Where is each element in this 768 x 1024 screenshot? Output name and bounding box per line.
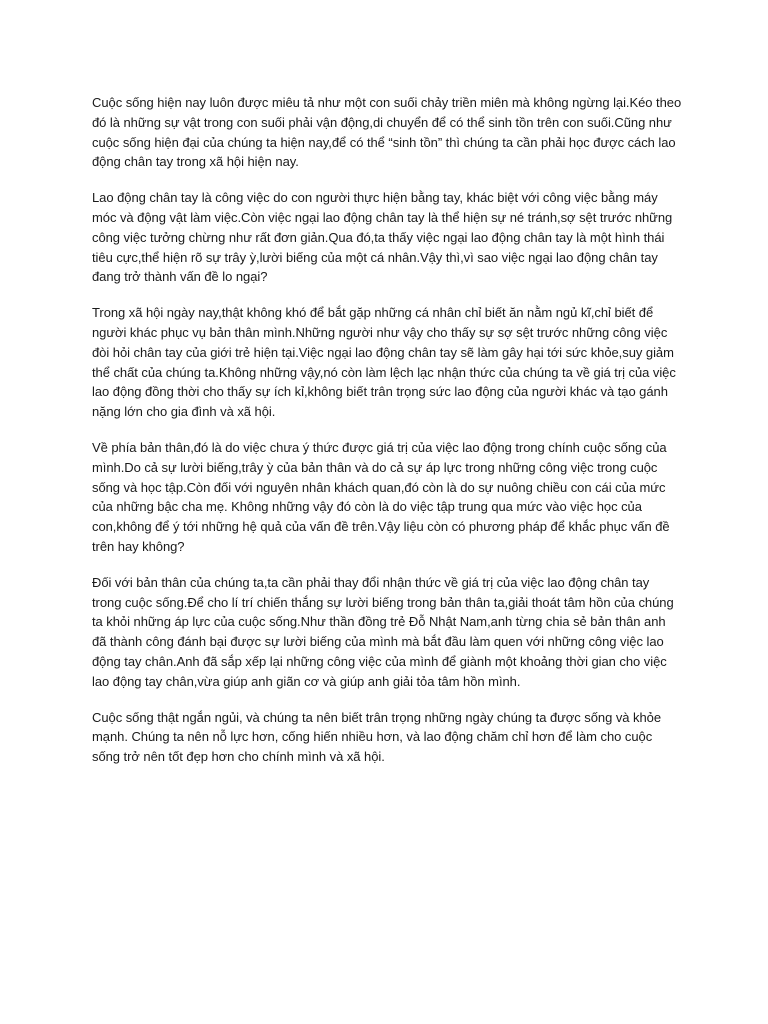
paragraph-6: Cuộc sống thật ngắn ngủi, và chúng ta nên biết trân trọng những ngày chúng ta được sống và khỏe mạnh. Chúng ta nên nỗ lực hơn, cống hiến nhiều hơn, và lao động chăm chỉ hơn để làm cho cuộc sống trở nên tốt đẹp hơn cho chính mình và xã hội. [92,709,662,765]
paragraph-3: Trong xã hội ngày nay,thật không khó để bắt gặp những cá nhân chỉ biết ăn nằm ngủ kĩ,chỉ biết để người khác phục vụ bản thân mình.Những người như vậy cho thấy sự sợ sệt trước những công việc đòi hỏi chân tay của giới trẻ hiện tại.Việc ngại lao động chân tay sẽ làm gây hại tới sức khỏe,suy giảm thể chất của chúng ta.Không những vậy,nó còn làm lệch lạc nhận thức của chúng ta về giá trị của việc lao động đồng thời cho thấy sự ích kỉ,không biết trân trọng sức lao động của người khác và tạo gánh nặng lớn cho gia đình và xã hội. [92,305,676,420]
paragraph-5: Đối với bản thân của chúng ta,ta cần phải thay đổi nhận thức về giá trị của việc lao động chân tay trong cuộc sống.Để cho lí trí chiến thắng sự lười biếng trong bản thân ta,giải thoát tâm hồn của chúng ta khỏi những áp lực của cuộc sống.Như thần đồng trẻ Đỗ Nhật Nam,anh từng chia sẻ bản thân anh đã thành công đánh bại được sự lười biếng của mình mà bắt đầu làm quen với những công việc lao động tay chân.Anh đã sắp xếp lại những công việc của mình để giành một khoảng thời gian cho việc lao động tay chân,vừa giúp anh giãn cơ và giúp anh giải tỏa tâm hồn mình. [92,574,674,689]
paragraph-4: Về phía bản thân,đó là do việc chưa ý thức được giá trị của việc lao động trong chính cuộc sống của mình.Do cả sự lười biếng,trây ỳ của bản thân và do cả sự áp lực trong những công việc trong cuộc sống và học tập.Còn đối với nguyên nhân khách quan,đó còn là do sự nuông chiều con cái của mức của những bậc cha mẹ. Không những vậy đó còn là do việc tập trung qua mức vào việc học của con,không để ý tới những hệ quả của vấn đề trên.Vậy liệu còn có phương pháp để khắc phục vấn đề trên hay không? [92,439,670,554]
paragraph-1: Cuộc sống hiện nay luôn được miêu tả như một con suối chảy triền miên mà không ngừng lại.Kéo theo đó là những sự vật trong con suối phải vận động,di chuyển để có thể sinh tồn trên con suối.Cũng như cuộc sống hiện đại của chúng ta hiện nay,để có thể “sinh tồn” thì chúng ta cần phải học được cách lao động chân tay trong xã hội hiện nay. [92,95,682,170]
document-body [92,93,682,783]
paragraph-2: Lao động chân tay là công việc do con người thực hiện bằng tay, khác biệt với công việc bằng máy móc và động vật làm việc.Còn việc ngại lao động chân tay là thể hiện sự né tránh,sợ sệt trước những công việc tưởng chừng như rất đơn giản.Qua đó,ta thấy việc ngại lao động chân tay là một hình thái tiêu cực,thể hiện rõ sự trây ỳ,lười biếng của một cá nhân.Vậy thì,vì sao việc ngại lao động chân tay đang trở thành vấn đề lo ngại? [92,190,673,285]
